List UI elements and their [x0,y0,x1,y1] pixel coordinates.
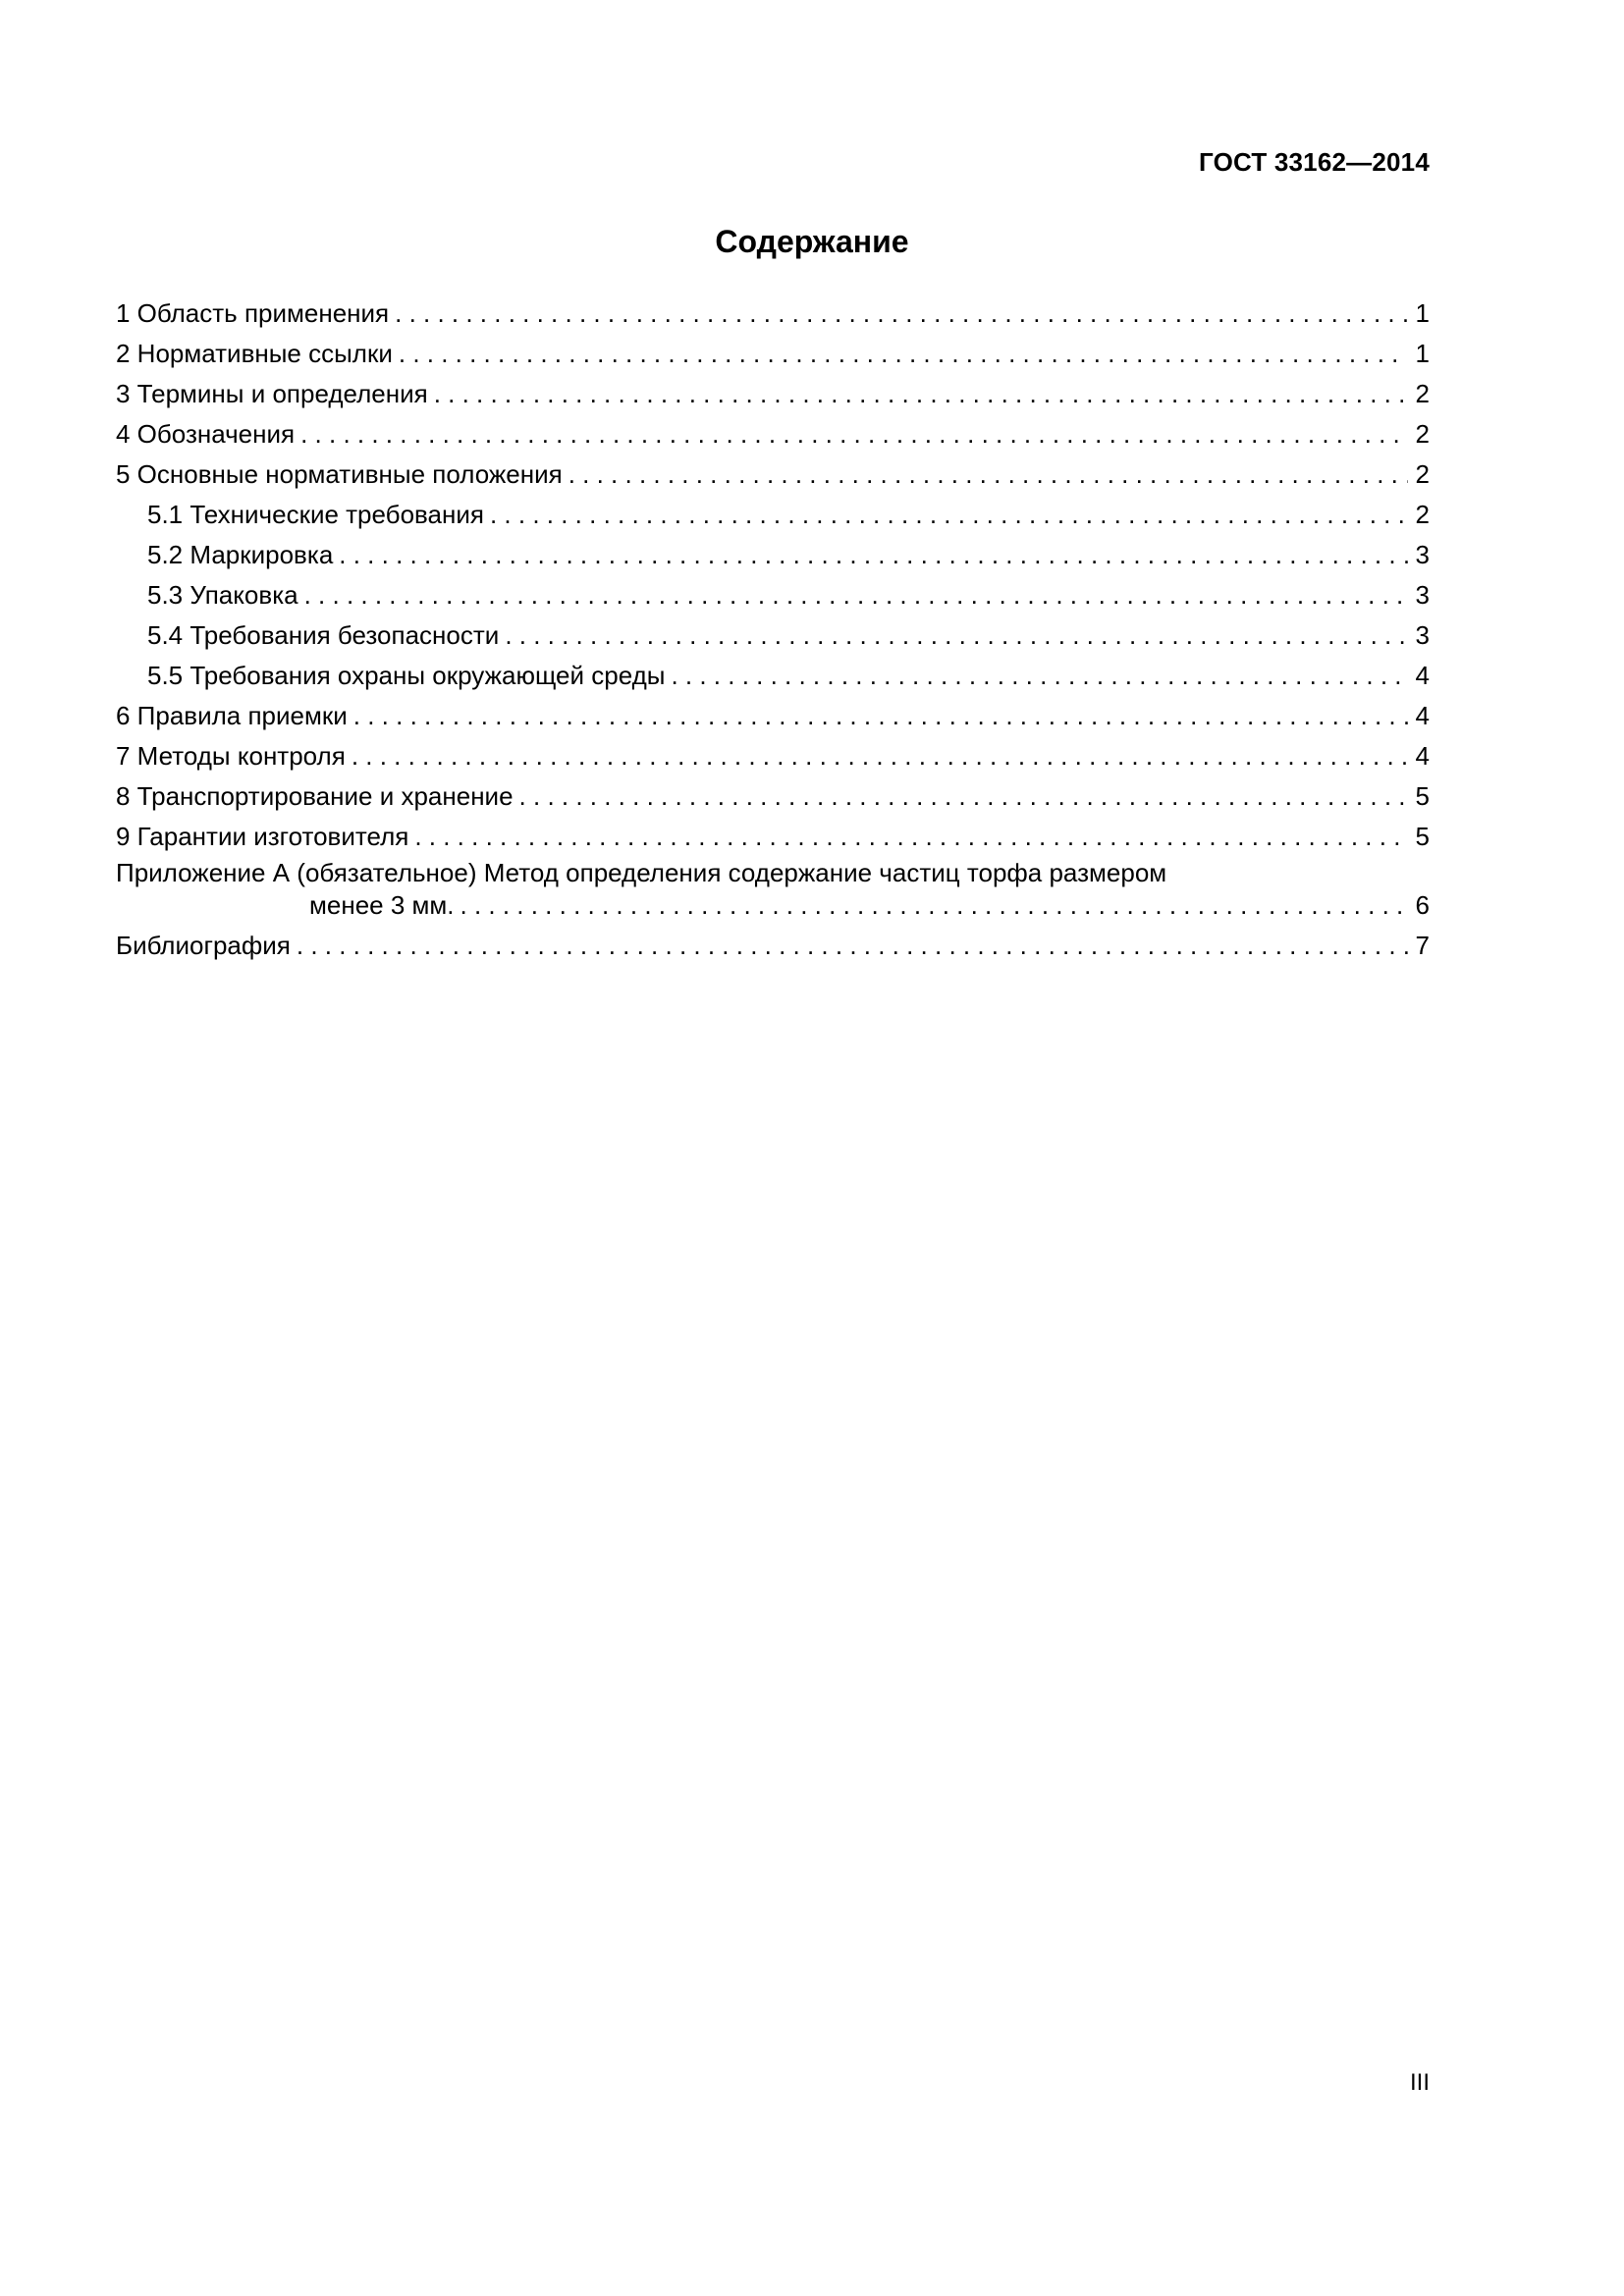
toc-entry-page: 5 [1415,822,1430,851]
dot-leader [395,294,1408,334]
toc-entry-2[interactable] [116,334,1430,374]
dot-leader [505,615,1408,656]
toc-entry-label: Библиография [116,931,291,960]
toc-entry-page: 3 [1415,540,1430,569]
toc-entry-page: 1 [1415,339,1430,368]
toc-entry-5-1[interactable] [116,495,1430,535]
toc-entry-label: 6 Правила приемки [116,701,348,730]
toc-entry-label: 3 Термины и определения [116,379,428,408]
toc-entry-label: 9 Гарантии изготовителя [116,822,409,851]
toc-entry-page: 4 [1415,661,1430,690]
toc-entry-label: 2 Нормативные ссылки [116,339,393,368]
toc-entry-9[interactable] [116,817,1430,857]
toc-entry-8[interactable] [116,776,1430,817]
dot-leader [414,817,1408,857]
toc-entry-1[interactable] [116,294,1430,334]
toc-entry-label: 1 Область применения [116,298,390,328]
toc-entry-label: 5.5 Требования охраны окружающей среды [147,661,666,690]
toc-entry-page: 6 [1415,890,1430,920]
toc-entry-5-5[interactable] [116,656,1430,696]
toc-entry-page: 2 [1415,500,1430,529]
toc-entry-page: 5 [1415,781,1430,811]
toc-entry-appendix-a[interactable] [116,857,1430,922]
page-number: III [1409,2069,1430,2096]
toc-entry-page: 4 [1415,701,1430,730]
dot-leader [297,926,1408,966]
toc-entry-label: 5.4 Требования безопасности [147,620,500,650]
toc-entry-page: 3 [1415,580,1430,610]
toc-entry-page: 3 [1415,620,1430,650]
dot-leader [399,334,1408,374]
toc-entry-label: 7 Методы контроля [116,741,346,771]
table-of-contents [116,294,1430,966]
toc-entry-5[interactable] [116,454,1430,495]
dot-leader [353,696,1408,736]
toc-entry-label: 5.1 Технические требования [147,500,484,529]
dot-leader [490,495,1408,535]
toc-entry-page: 2 [1415,459,1430,489]
toc-entry-5-2[interactable] [116,535,1430,575]
toc-entry-5-4[interactable] [116,615,1430,656]
toc-entry-page: 7 [1415,931,1430,960]
toc-entry-3[interactable] [116,374,1430,414]
toc-entry-label: 5.3 Упаковка [147,580,298,610]
dot-leader [339,535,1408,575]
toc-entry-5-3[interactable] [116,575,1430,615]
toc-entry-page: 2 [1415,419,1430,449]
toc-entry-label: 4 Обозначения [116,419,296,449]
dot-leader [460,889,1409,922]
dot-leader [300,414,1408,454]
dot-leader [304,575,1408,615]
dot-leader [671,656,1408,696]
dot-leader [434,374,1408,414]
toc-entry-label: 5.2 Маркировка [147,540,334,569]
toc-entry-4[interactable] [116,414,1430,454]
toc-entry-6[interactable] [116,696,1430,736]
dot-leader [568,454,1408,495]
toc-entry-label: 5 Основные нормативные положения [116,459,563,489]
page-title: Содержание [715,224,909,259]
toc-entry-page: 2 [1415,379,1430,408]
toc-entry-label: 8 Транспортирование и хранение [116,781,514,811]
toc-entry-label: Приложение А (обязательное) Метод определения содержание частиц торфа размером [116,858,1167,887]
dot-leader [519,776,1408,817]
toc-entry-page: 4 [1415,741,1430,771]
toc-entry-page: 1 [1415,298,1430,328]
toc-entry-bibliography[interactable] [116,926,1430,966]
dot-leader [352,736,1408,776]
document-code: ГОСТ 33162—2014 [1199,147,1430,177]
toc-entry-7[interactable] [116,736,1430,776]
toc-entry-label-continued: менее 3 мм. [309,890,455,920]
toc-entry-continuation [116,889,1430,922]
